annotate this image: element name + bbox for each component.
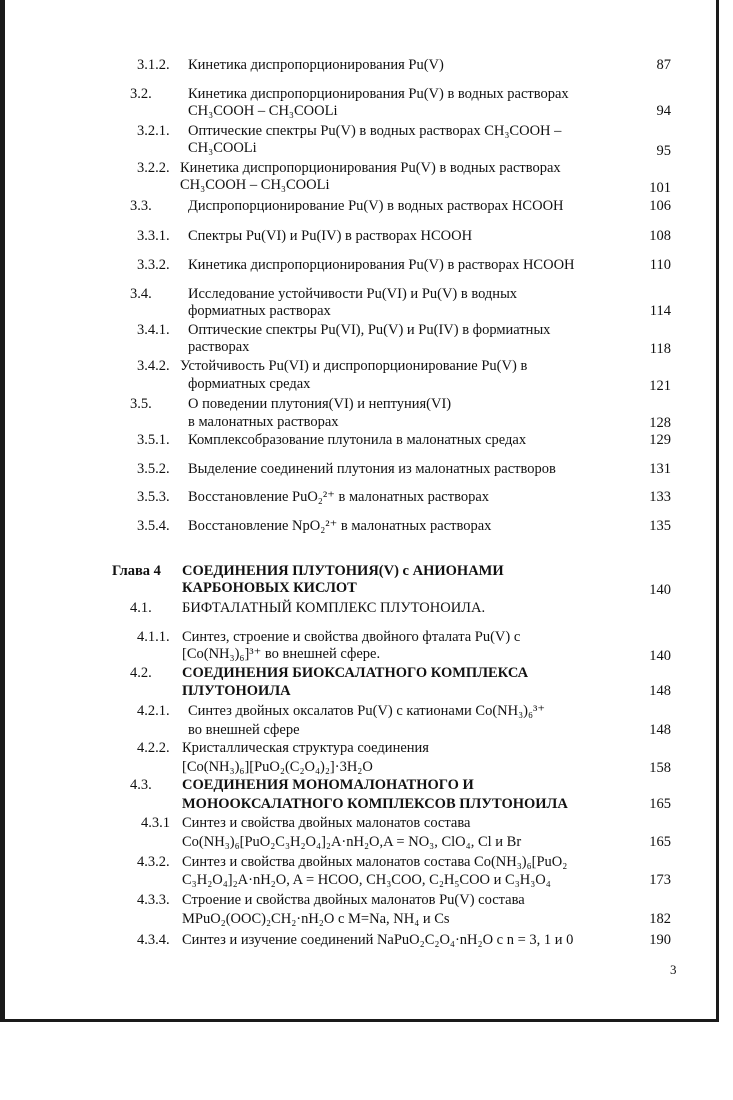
entry-number: 3.5.2.	[137, 461, 170, 477]
entry-title-line: Синтез и свойства двойных малонатов состава Co(NH₃)₆[PuO₂	[182, 854, 568, 870]
entry-number: 3.2.2.	[137, 160, 170, 176]
entry-title-line: в малонатных растворах	[188, 414, 339, 430]
entry-number: 3.4.2.	[137, 358, 170, 374]
entry-number: 3.5.4.	[137, 518, 170, 534]
entry-number: 4.2.	[130, 665, 152, 681]
entry-page: 108	[649, 228, 671, 244]
entry-title-line: Кинетика диспропорционирования Pu(V) в растворах HCOOH	[188, 257, 575, 273]
entry-number: 4.3.1	[141, 815, 170, 831]
entry-title-line: Оптические спектры Pu(V) в водных растворах CH₃COOH –	[188, 123, 562, 139]
scan-border-bottom	[0, 1019, 719, 1022]
entry-title-line: Устойчивость Pu(VI) и диспропорционирование Pu(V) в	[180, 358, 528, 374]
entry-number: 3.3.1.	[137, 228, 170, 244]
entry-page: 135	[649, 518, 671, 534]
entry-page: 148	[649, 722, 671, 738]
entry-title-line: Спектры Pu(VI) и Pu(IV) в растворах HCOOH	[188, 228, 473, 244]
entry-page: 121	[649, 378, 671, 394]
entry-page: 114	[649, 303, 671, 319]
entry-title-line: Кинетика диспропорционирования Pu(V) в водных растворах	[188, 86, 569, 102]
entry-number: 3.5.1.	[137, 432, 170, 448]
entry-title-line: формиатных растворах	[188, 303, 331, 319]
chapter-title-line: КАРБОНОВЫХ КИСЛОТ	[182, 580, 357, 596]
entry-title-line: СОЕДИНЕНИЯ БИОКСАЛАТНОГО КОМПЛЕКСА	[182, 665, 529, 681]
entry-title-line: Выделение соединений плутония из малонатных растворов	[188, 461, 556, 477]
entry-page: 131	[649, 461, 671, 477]
entry-number: 3.2.1.	[137, 123, 170, 139]
entry-page: 148	[649, 683, 671, 699]
entry-title-line: Синтез и изучение соединений NaPuO₂C₂O₄·nH₂O с n = 3, 1 и 0	[182, 932, 574, 948]
entry-page: 190	[649, 932, 671, 948]
entry-title-line: Кинетика диспропорционирования Pu(V)	[188, 57, 444, 73]
entry-number: 3.1.2.	[137, 57, 170, 73]
entry-page: 95	[656, 143, 671, 159]
entry-title-line: CH₃COOH – CH₃COOLi	[188, 103, 338, 119]
entry-title-line: CH₃COOLi	[188, 140, 257, 156]
entry-page: 165	[649, 834, 671, 850]
entry-number: 4.1.	[130, 600, 152, 616]
scan-border-left	[0, 0, 5, 1022]
entry-number: 4.3.2.	[137, 854, 170, 870]
entry-title-line: Co(NH₃)₆[PuO₂C₃H₂O₄]₂A·nH₂O,A = NO₃, ClO₄, Cl и Br	[182, 834, 522, 850]
entry-page: 94	[656, 103, 671, 119]
entry-page: 182	[649, 911, 671, 927]
entry-title-line: [Co(NH₃)₆][PuO₂(C₂O₄)₂]·3H₂O	[182, 759, 373, 775]
entry-number: 3.5.3.	[137, 489, 170, 505]
entry-number: 3.3.	[130, 198, 152, 214]
entry-page: 87	[656, 57, 671, 73]
entry-title-line: СОЕДИНЕНИЯ МОНОМАЛОНАТНОГО И	[182, 777, 474, 793]
chapter-number: Глава 4	[112, 563, 161, 579]
entry-title-line: БИФТАЛАТНЫЙ КОМПЛЕКС ПЛУТОНОИЛА.	[182, 600, 486, 616]
entry-page: 118	[649, 341, 671, 357]
page-number: 3	[670, 962, 677, 977]
entry-number: 4.1.1.	[137, 629, 170, 645]
entry-title-line: Исследование устойчивости Pu(VI) и Pu(V) в водных	[188, 286, 518, 302]
entry-page: 165	[649, 796, 671, 812]
chapter-title-line: СОЕДИНЕНИЯ ПЛУТОНИЯ(V) с АНИОНАМИ	[182, 563, 504, 579]
entry-title-line: Синтез, строение и свойства двойного фталата Pu(V) с	[182, 629, 521, 645]
entry-number: 4.2.1.	[137, 703, 170, 719]
entry-number: 4.3.	[130, 777, 152, 793]
entry-title-line: Кинетика диспропорционирования Pu(V) в водных растворах	[180, 160, 561, 176]
entry-title-line: [Co(NH₃)₆]³⁺ во внешней сфере.	[182, 646, 381, 662]
entry-page: 106	[649, 198, 671, 214]
entry-title-line: MPuO₂(OOC)₂CH₂·nH₂O с M=Na, NH₄ и Cs	[182, 911, 450, 927]
entry-number: 4.3.4.	[137, 932, 170, 948]
entry-title-line: C₃H₂O₄]₂A·nH₂O, A = HCOO, CH₃COO, C₂H₅COO и C₃H₃O₄	[182, 872, 551, 888]
entry-number: 4.2.2.	[137, 740, 170, 756]
entry-number: 4.3.3.	[137, 892, 170, 908]
entry-number: 3.2.	[130, 86, 152, 102]
entry-page: 129	[649, 432, 671, 448]
scan-border-right	[716, 0, 719, 1022]
entry-title-line: МОНООКСАЛАТНОГО КОМПЛЕКСОВ ПЛУТОНОИЛА	[182, 796, 568, 812]
entry-number: 3.5.	[130, 396, 152, 412]
entry-page: 173	[649, 872, 671, 888]
entry-title-line: Строение и свойства двойных малонатов Pu(V) состава	[182, 892, 525, 908]
entry-page: 101	[649, 180, 671, 196]
entry-page: 128	[649, 415, 671, 431]
entry-page: 140	[649, 648, 671, 664]
entry-title-line: Диспропорционирование Pu(V) в водных растворах HCOOH	[188, 198, 564, 214]
entry-title-line: Синтез и свойства двойных малонатов состава	[182, 815, 471, 831]
entry-title-line: Синтез двойных оксалатов Pu(V) с катионами Co(NH₃)₆³⁺	[188, 703, 546, 719]
entry-title-line: Оптические спектры Pu(VI), Pu(V) и Pu(IV) в формиатных	[188, 322, 551, 338]
entry-page: 133	[649, 489, 671, 505]
entry-title-line: CH₃COOH – CH₃COOLi	[180, 177, 330, 193]
entry-number: 3.4.1.	[137, 322, 170, 338]
entry-title-line: формиатных средах	[188, 376, 311, 392]
entry-page: 158	[649, 760, 671, 776]
entry-title-line: Кристаллическая структура соединения	[182, 740, 429, 756]
entry-title-line: Восстановление NpO₂²⁺ в малонатных растворах	[188, 518, 492, 534]
entry-title-line: Комплексобразование плутонила в малонатных средах	[188, 432, 527, 448]
entry-page: 110	[649, 257, 671, 273]
entry-title-line: ПЛУТОНОИЛА	[182, 683, 291, 699]
entry-title-line: растворах	[188, 339, 250, 355]
entry-title-line: во внешней сфере	[188, 722, 300, 738]
entry-page: 140	[649, 582, 671, 598]
entry-title-line: О поведении плутония(VI) и нептуния(VI)	[188, 396, 452, 412]
entry-title-line: Восстановление PuO₂²⁺ в малонатных растворах	[188, 489, 490, 505]
entry-number: 3.3.2.	[137, 257, 170, 273]
entry-number: 3.4.	[130, 286, 152, 302]
